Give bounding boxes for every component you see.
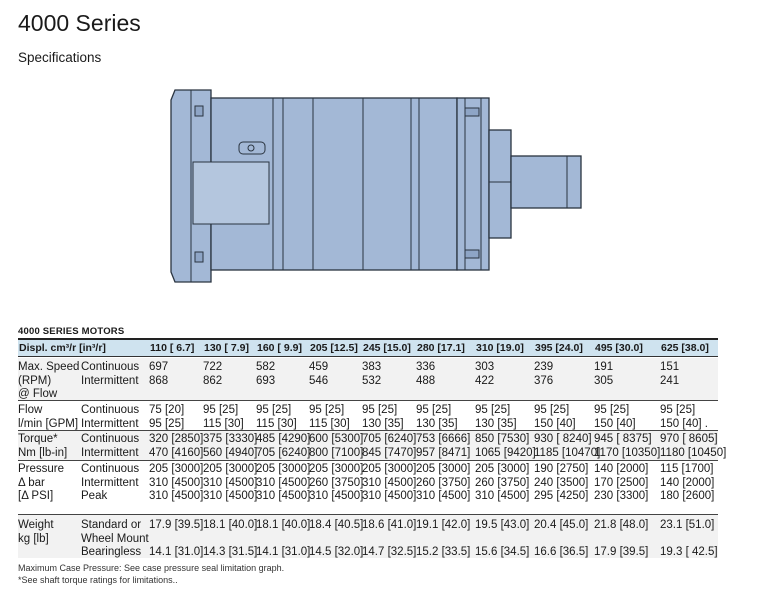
group-label: Nm [lb-in]	[18, 446, 68, 459]
header-column-4: 245 [15.0]	[363, 342, 411, 354]
table-cell: 375 [3330]	[203, 433, 258, 445]
table-cell: 862	[203, 374, 223, 387]
header-column-5: 280 [17.1]	[417, 342, 465, 354]
table-cell: 75 [20]	[149, 404, 185, 416]
table-cell: 130 [35]	[475, 417, 517, 430]
row-sublabel: Peak	[81, 490, 108, 502]
table-heading: 4000 SERIES MOTORS	[18, 326, 125, 337]
table-cell: 582	[256, 361, 276, 373]
row-sublabel: Intermittent	[81, 374, 139, 387]
table-cell: 205 [3000]	[309, 463, 364, 475]
table-cell: 488	[416, 374, 436, 387]
table-cell: 753 [6666]	[416, 433, 471, 445]
table-cell: 130 [35]	[416, 417, 458, 430]
table-cell: 95 [25]	[475, 404, 511, 416]
header-column-9: 625 [38.0]	[661, 342, 709, 354]
table-cell: 95 [25]	[256, 404, 292, 416]
table-cell: 800 [7100]	[309, 446, 364, 459]
table-cell: 23.1 [51.0]	[660, 519, 715, 531]
table-cell: 1065 [9420]	[475, 446, 536, 459]
table-cell: 205 [3000]	[256, 463, 311, 475]
row-sublabel: Intermittent	[81, 476, 139, 489]
table-cell: 930 [ 8240]	[534, 433, 592, 445]
row-sublabel: Bearingless	[81, 546, 142, 558]
table-cell: 95 [25]	[203, 404, 239, 416]
motor-collar	[489, 130, 511, 238]
table-cell: 697	[149, 361, 169, 373]
row-sublabel: Intermittent	[81, 446, 139, 459]
table-cell: 383	[362, 361, 382, 373]
bolt-icon	[195, 252, 203, 262]
table-cell: 115 [30]	[309, 417, 350, 430]
table-cell: 150 [40]	[594, 417, 636, 430]
row-sublabel: Continuous	[81, 361, 140, 373]
table-cell: 95 [25]	[149, 417, 185, 430]
table-cell: 239	[534, 361, 554, 373]
group-separator	[18, 460, 718, 461]
table-cell: 130 [35]	[362, 417, 404, 430]
group-label: (RPM)	[18, 374, 52, 387]
header-column-0: 110 [ 6.7]	[150, 342, 195, 354]
table-cell: 470 [4160]	[149, 446, 204, 459]
group-label: Max. Speed	[18, 361, 80, 373]
group-separator	[18, 514, 718, 515]
header-column-7: 395 [24.0]	[535, 342, 583, 354]
bolt-icon	[465, 250, 479, 258]
header-column-8: 495 [30.0]	[595, 342, 643, 354]
table-cell: 150 [40]	[534, 417, 576, 430]
table-cell: 240 [3500]	[534, 476, 589, 489]
table-cell: 17.9 [39.5]	[594, 546, 649, 558]
table-cell: 180 [2600]	[660, 490, 715, 502]
table-cell: 115 [30]	[256, 417, 297, 430]
table-cell: 18.1 [40.0]	[256, 519, 311, 531]
table-cell: 95 [25]	[416, 404, 452, 416]
table-cell: 376	[534, 374, 554, 387]
group-label: Pressure	[18, 463, 65, 475]
table-cell: 14.7 [32.5]	[362, 546, 417, 558]
group-label: Torque*	[18, 433, 58, 445]
table-cell: 310 [4500]	[203, 490, 258, 502]
motor-shaft	[511, 156, 581, 208]
table-cell: 95 [25]	[660, 404, 696, 416]
table-cell: 190 [2750]	[534, 463, 589, 475]
table-cell: 14.3 [31.5]	[203, 546, 258, 558]
table-cell: 310 [4500]	[362, 490, 417, 502]
table-cell: 205 [3000]	[149, 463, 204, 475]
table-cell: 18.4 [40.5]	[309, 519, 364, 531]
table-cell: 18.1 [40.0]	[203, 519, 258, 531]
header-column-3: 205 [12.5]	[310, 342, 358, 354]
group-separator	[18, 400, 718, 401]
table-cell: 310 [4500]	[309, 490, 364, 502]
table-cell: 422	[475, 374, 495, 387]
page-subtitle: Specifications	[18, 50, 102, 65]
table-cell: 260 [3750]	[475, 476, 530, 489]
footnote-shaft-torque: *See shaft torque ratings for limitations..	[18, 575, 178, 585]
table-cell: 310 [4500]	[475, 490, 530, 502]
motor-flange	[457, 98, 489, 270]
table-cell: 115 [1700]	[660, 463, 714, 475]
table-cell: 205 [3000]	[362, 463, 417, 475]
table-cell: 485 [4290]	[256, 433, 311, 445]
table-cell: 722	[203, 361, 223, 373]
table-header-row	[18, 340, 718, 356]
table-cell: 205 [3000]	[203, 463, 258, 475]
table-cell: 970 [ 8605]	[660, 433, 718, 445]
table-cell: 295 [4250]	[534, 490, 589, 502]
table-cell: 205 [3000]	[475, 463, 530, 475]
table-cell: 21.8 [48.0]	[594, 519, 649, 531]
table-cell: 1185 [10470]	[534, 446, 601, 459]
table-cell: 310 [4500]	[416, 490, 471, 502]
motor-panel	[193, 162, 269, 224]
row-sublabel: Continuous	[81, 404, 140, 416]
table-cell: 310 [4500]	[149, 476, 204, 489]
table-cell: 868	[149, 374, 169, 387]
table-cell: 15.2 [33.5]	[416, 546, 471, 558]
row-sublabel: Continuous	[81, 463, 140, 475]
header-column-2: 160 [ 9.9]	[257, 342, 302, 354]
table-cell: 20.4 [45.0]	[534, 519, 589, 531]
table-header-rule	[18, 356, 718, 357]
table-cell: 310 [4500]	[362, 476, 417, 489]
group-label: Δ bar	[18, 476, 45, 489]
bolt-icon	[465, 108, 479, 116]
table-cell: 310 [4500]	[256, 490, 311, 502]
table-cell: 18.6 [41.0]	[362, 519, 417, 531]
table-cell: 705 [6240]	[256, 446, 311, 459]
group-label: Flow	[18, 404, 43, 416]
table-cell: 260 [3750]	[416, 476, 471, 489]
table-cell: 230 [3300]	[594, 490, 649, 502]
group-label: Weight	[18, 519, 54, 531]
table-cell: 170 [2500]	[594, 476, 649, 489]
table-cell: 140 [2000]	[660, 476, 715, 489]
table-cell: 310 [4500]	[203, 476, 258, 489]
header-column-6: 310 [19.0]	[476, 342, 524, 354]
table-cell: 19.5 [43.0]	[475, 519, 530, 531]
table-cell: 693	[256, 374, 276, 387]
motor-illustration	[165, 82, 595, 287]
table-cell: 140 [2000]	[594, 463, 649, 475]
bolt-icon	[195, 106, 203, 116]
footnote-case-pressure: Maximum Case Pressure: See case pressure seal limitation graph.	[18, 563, 285, 573]
table-cell: 850 [7530]	[475, 433, 530, 445]
table-cell: 600 [5300]	[309, 433, 364, 445]
table-cell: 845 [7470]	[362, 446, 417, 459]
table-cell: 95 [25]	[362, 404, 398, 416]
table-cell: 560 [4940]	[203, 446, 258, 459]
table-cell: 945 [ 8375]	[594, 433, 652, 445]
group-label: l/min [GPM]	[18, 417, 79, 430]
table-cell: 19.1 [42.0]	[416, 519, 471, 531]
table-cell: 310 [4500]	[256, 476, 311, 489]
table-cell: 15.6 [34.5]	[475, 546, 530, 558]
table-cell: 532	[362, 374, 382, 387]
group-separator	[18, 430, 718, 431]
table-cell: 95 [25]	[534, 404, 570, 416]
row-sublabel: Continuous	[81, 433, 140, 445]
table-cell: 191	[594, 361, 614, 373]
table-cell: 320 [2850]	[149, 433, 204, 445]
header-displacement-label: Displ. cm³/r [in³/r]	[19, 342, 106, 354]
table-cell: 19.3 [ 42.5]	[660, 546, 718, 558]
table-cell: 16.6 [36.5]	[534, 546, 589, 558]
table-cell: 260 [3750]	[309, 476, 364, 489]
table-cell: 14.1 [31.0]	[256, 546, 311, 558]
table-cell: 705 [6240]	[362, 433, 417, 445]
table-cell: 95 [25]	[309, 404, 345, 416]
table-cell: 151	[660, 361, 680, 373]
group-label: [Δ PSI]	[18, 490, 54, 502]
table-cell: 303	[475, 361, 495, 373]
row-sublabel: Intermittent	[81, 417, 139, 430]
table-cell: 1170 [10350]	[594, 446, 661, 459]
table-cell: 14.5 [32.0]	[309, 546, 364, 558]
table-cell: 150 [40] .	[660, 417, 708, 430]
table-cell: 546	[309, 374, 329, 387]
table-cell: 205 [3000]	[416, 463, 471, 475]
table-cell: 241	[660, 374, 680, 387]
table-cell: 336	[416, 361, 436, 373]
table-cell: 115 [30]	[203, 417, 244, 430]
header-column-1: 130 [ 7.9]	[204, 342, 249, 354]
row-sublabel: Wheel Mount	[81, 532, 149, 545]
group-label: @ Flow	[18, 388, 58, 400]
table-cell: 459	[309, 361, 329, 373]
table-cell: 17.9 [39.5]	[149, 519, 204, 531]
page-title: 4000 Series	[18, 10, 141, 36]
table-cell: 1180 [10450]	[660, 446, 727, 459]
table-cell: 310 [4500]	[149, 490, 204, 502]
table-cell: 95 [25]	[594, 404, 630, 416]
row-sublabel: Standard or	[81, 519, 142, 531]
table-cell: 305	[594, 374, 614, 387]
table-cell: 957 [8471]	[416, 446, 471, 459]
group-label: kg [lb]	[18, 532, 49, 545]
table-cell: 14.1 [31.0]	[149, 546, 204, 558]
